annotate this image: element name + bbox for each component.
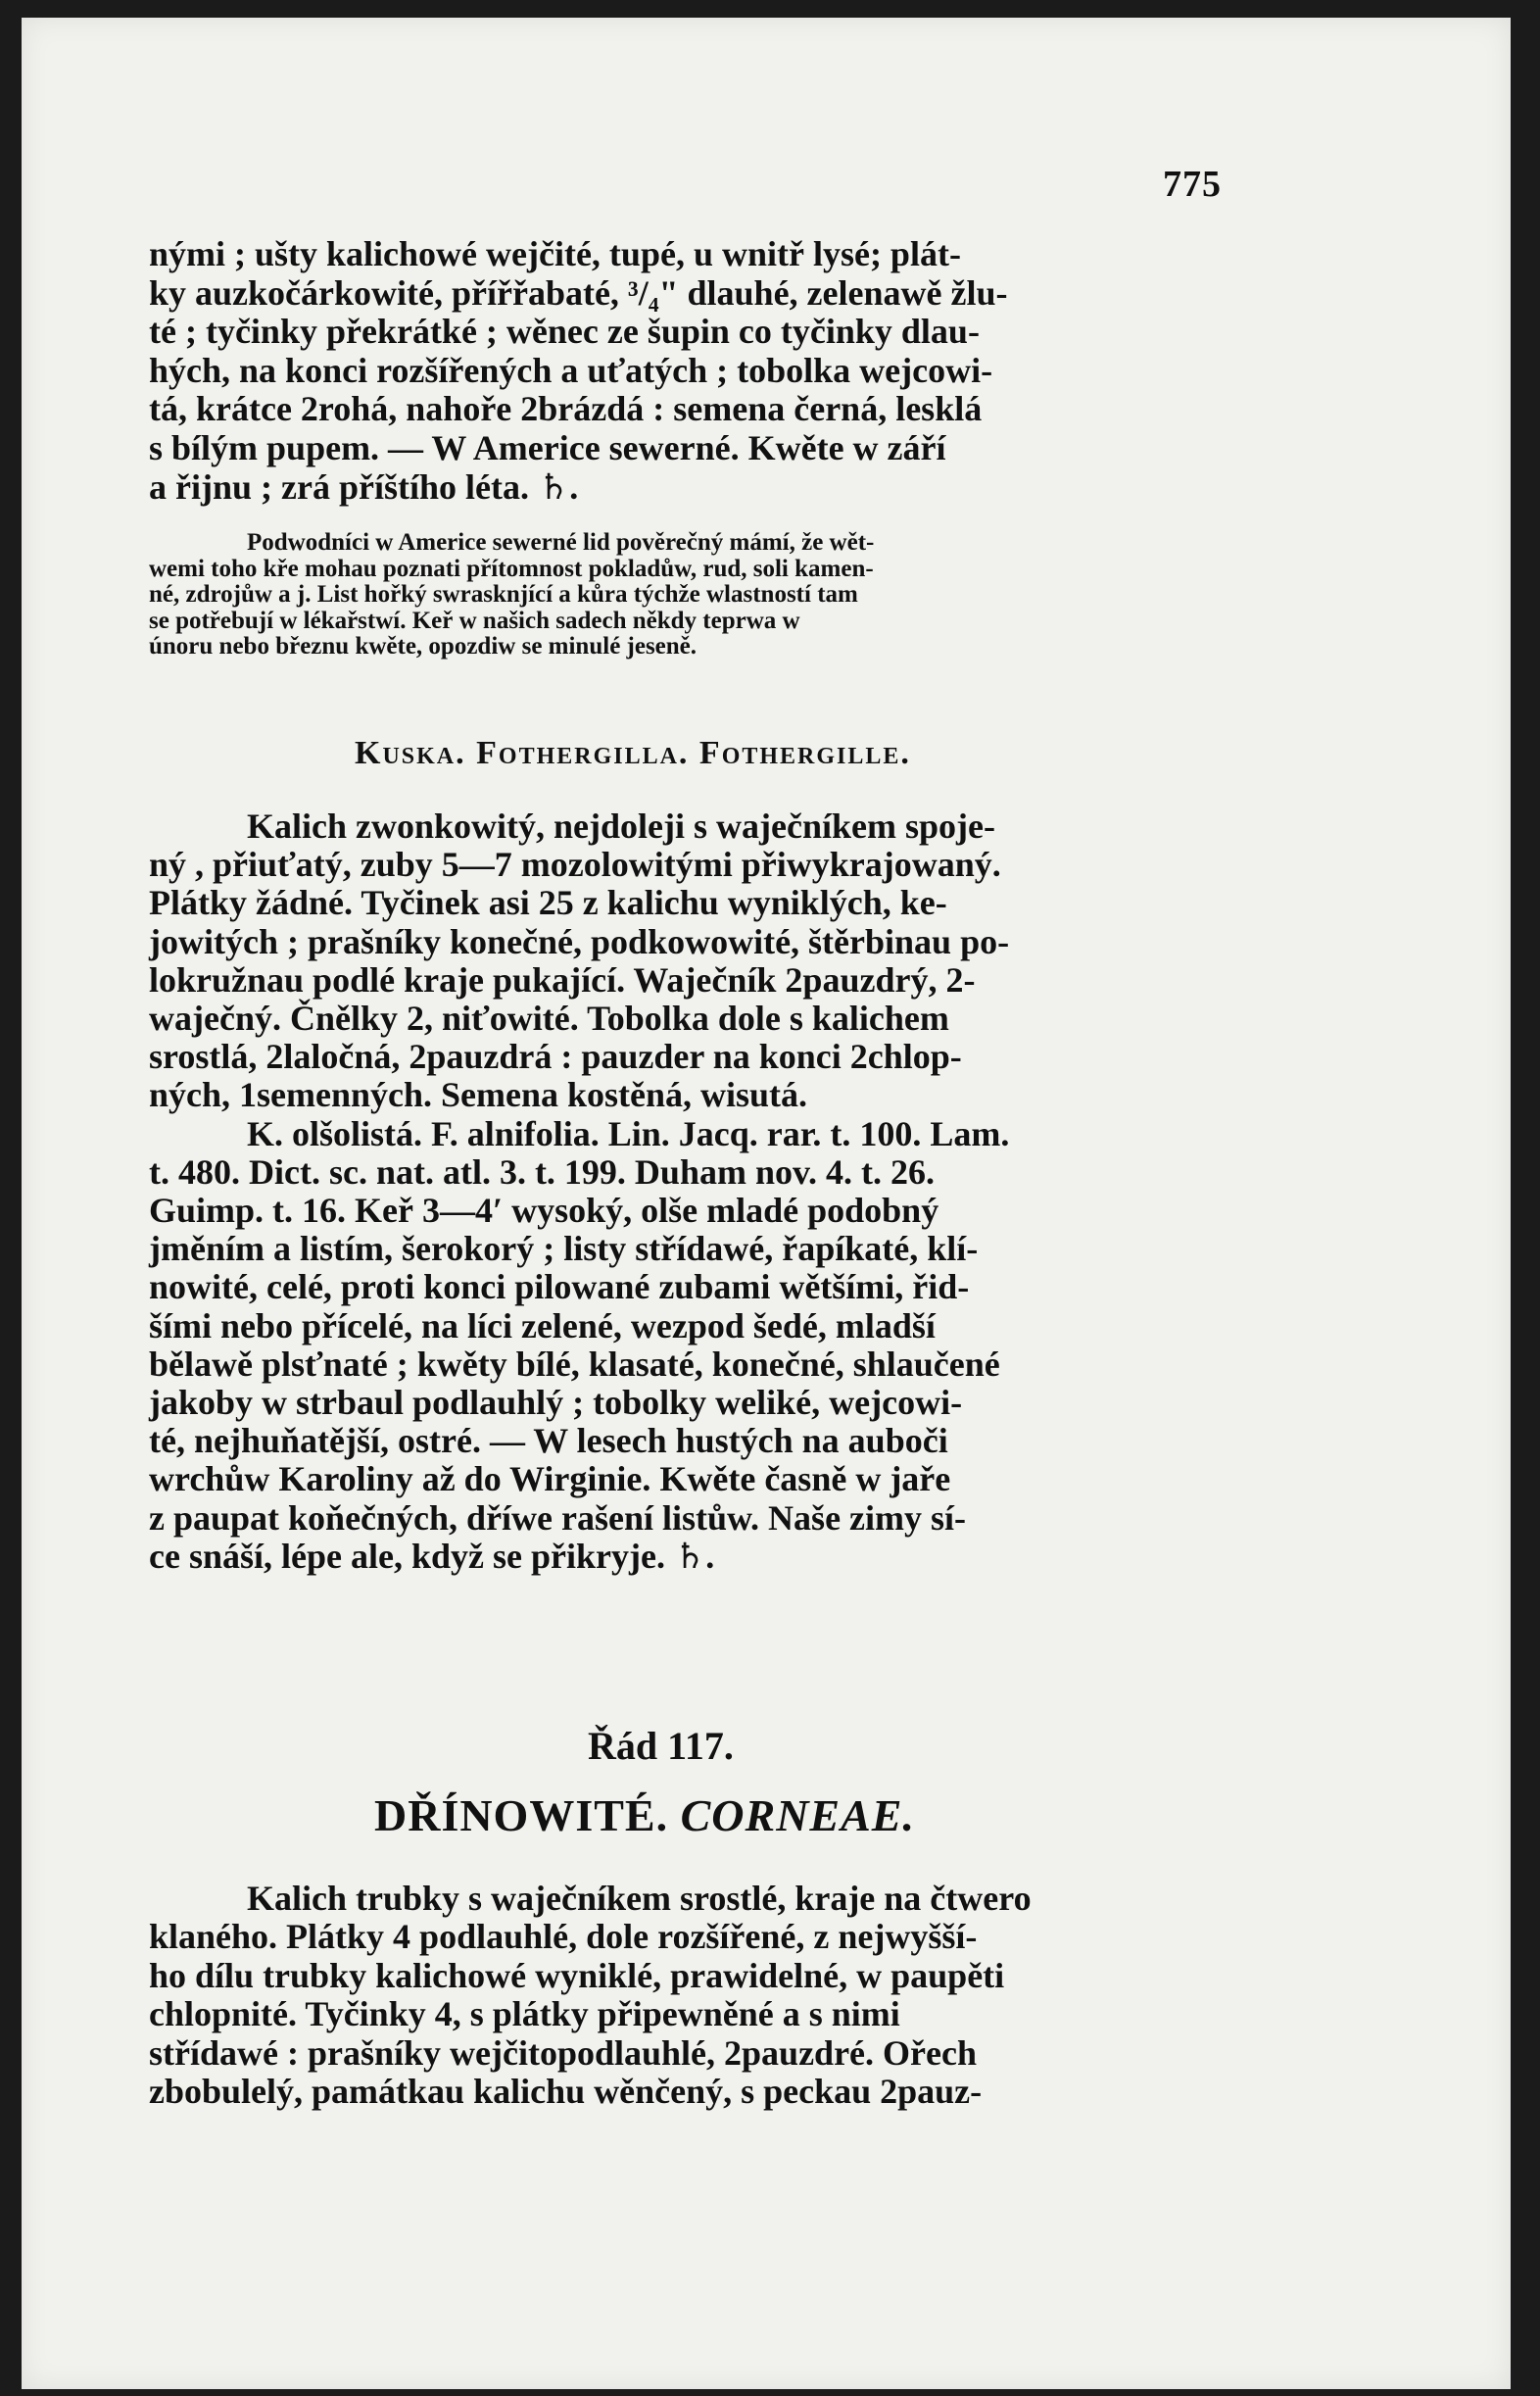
family-heading	[374, 1789, 915, 1841]
text-line: Kalich zwonkowitý, nejdoleji s waječníkem spoje-	[247, 807, 995, 846]
text-line: waječný. Čnělky 2, niťowité. Tobolka dole s kalichem	[149, 999, 949, 1039]
text-line: ce snáší, lépe ale, když se přikryje. ♄.	[149, 1536, 715, 1576]
text-line: jakoby w strbaul podlauhlý ; tobolky weliké, wejcowi-	[149, 1383, 963, 1423]
text-line: zbobulelý, památkau kalichu wěnčený, s peckau 2pauz-	[149, 2072, 983, 2112]
text-line: s bílým pupem. — W Americe sewerné. Kwěte w září	[149, 427, 946, 467]
text-line: ky auzkočárkowité, přířřabaté, ³/₄" dlauhé, zelenawě žlu-	[149, 272, 1008, 313]
footnote-line: únoru nebo březnu kwěte, opozdiw se minulé jeseně.	[149, 633, 698, 660]
family-name-latin: CORNEAE.	[680, 1790, 915, 1840]
text-line: t. 480. Dict. sc. nat. atl. 3. t. 199. Duham nov. 4. t. 26.	[149, 1151, 935, 1192]
text-line: ný , přiuťatý, zuby 5—7 mozolowitými přiwykrajowaný.	[149, 845, 1001, 885]
text-line: srostlá, 2laločná, 2pauzdrá : pauzder na konci 2chlop-	[149, 1037, 962, 1077]
text-line: té ; tyčinky překrátké ; wěnec ze šupin co tyčinky dlau-	[149, 312, 980, 352]
text-line: Kalich trubky s waječníkem srostlé, kraje na čtwero	[247, 1879, 1032, 1918]
text-line: hých, na konci rozšířených a uťatých ; tobolka wejcowi-	[149, 350, 993, 390]
text-line: jměním a listím, šerokorý ; listy střídawé, řapíkaté, klí-	[149, 1229, 979, 1269]
text-line: a řijnu ; zrá příštího léta. ♄.	[149, 466, 579, 507]
footnote-line: se potřebují w lékařstwí. Keř w našich sadech někdy teprwa w	[149, 607, 800, 634]
text-line: Guimp. t. 16. Keř 3—4′ wysoký, olše mladé podobný	[149, 1191, 939, 1231]
order-heading: Řád 117.	[588, 1724, 734, 1768]
text-line: wrchůw Karoliny až do Wirginie. Kwěte časně w jaře	[149, 1459, 951, 1499]
text-line: tá, krátce 2rohá, nahoře 2brázdá : semena černá, lesklá	[149, 389, 983, 429]
text-line: lokružnau podlé kraje pukající. Waječník 2pauzdrý, 2-	[149, 959, 976, 1000]
text-line: té, nejhuňatější, ostré. — W lesech hustých na auboči	[149, 1421, 948, 1461]
text-line: ho dílu trubky kalichowé wyniklé, prawidelné, w paupěti	[149, 1955, 1005, 1995]
genus-heading: Kuska. Fothergilla. Fothergille.	[355, 735, 911, 771]
paragraph-species-description	[149, 235, 1227, 507]
paragraph-family-description	[149, 1880, 1227, 2111]
text-line: chlopnité. Tyčinky 4, s plátky připewněné a s nimi	[149, 1994, 900, 2034]
family-name-czech: DŘÍNOWITÉ.	[374, 1790, 669, 1840]
page-number: 775	[1163, 164, 1222, 205]
paragraph-genus-description	[149, 807, 1227, 1576]
text-line: nowité, celé, proti konci pilowané zubami wětšími, řid-	[149, 1267, 970, 1307]
text-line: Plátky žádné. Tyčinek asi 25 z kalichu wyniklých, ke-	[149, 883, 947, 923]
text-line: K. olšolistá. F. alnifolia. Lin. Jacq. rar. t. 100. Lam.	[247, 1113, 1010, 1153]
text-line: nými ; ušty kalichowé wejčité, tupé, u wnitř lysé; plát-	[149, 234, 961, 273]
book-page	[22, 18, 1511, 2389]
text-line: střídawé : prašníky wejčitopodlauhlé, 2pauzdré. Ořech	[149, 2032, 977, 2073]
footnote-line: wemi toho kře mohau poznati přítomnost pokladůw, rud, soli kamen-	[149, 555, 874, 582]
text-line: šími nebo přícelé, na líci zelené, wezpod šedé, mladší	[149, 1305, 936, 1345]
footnote-line: né, zdrojůw a j. List hořký swrasknjící a kůra týchže wlastností tam	[149, 581, 858, 608]
text-line: jowitých ; prašníky konečné, podkowowité, štěrbinau po-	[149, 921, 1010, 961]
text-line: klaného. Plátky 4 podlauhlé, dole rozšířené, z nejwyšší-	[149, 1917, 978, 1957]
text-line: z paupat koňečných, dříwe rašení listůw. Naše zimy sí-	[149, 1497, 967, 1538]
footnote-line: Podwodníci w Americe sewerné lid pověrečný mámí, že wět-	[247, 529, 875, 556]
footnote-paragraph	[149, 530, 1227, 660]
text-line: ných, 1semenných. Semena kostěná, wisutá.	[149, 1075, 808, 1115]
text-line: bělawě plsťnaté ; kwěty bílé, klasaté, konečné, shlaučené	[149, 1344, 1000, 1384]
